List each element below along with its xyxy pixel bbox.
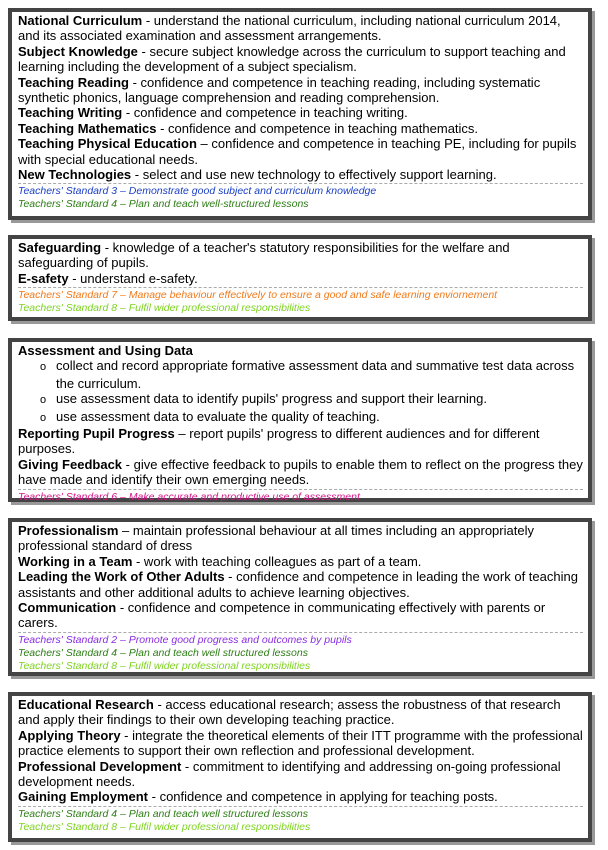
item-teaching-writing [18, 105, 583, 120]
item-term: Safeguarding [18, 240, 102, 255]
item-text: – maintain professional behaviour at all times including an appropriately professional standard of dress [18, 523, 534, 554]
standard-8: Teachers' Standard 8 – Fulfil wider professional responsibilities [18, 659, 311, 672]
item-text: – report pupils' progress to different audiences and for different purposes. [18, 426, 540, 457]
item-text: - commitment to identifying and addressing on-going professional development needs. [18, 758, 561, 790]
item-subject-knowledge [18, 44, 583, 75]
standard-7: Teachers' Standard 7 – Manage behaviour effectively to ensure a good and safe learning enviornement [18, 289, 498, 302]
item-term: National Curriculum [18, 13, 143, 28]
item-term: Professional Development [18, 758, 182, 774]
item-text: - give effective feedback to pupils to enable them to reflect on the progress they have made and identify their own emerging needs. [18, 456, 583, 488]
item-new-technologies [18, 167, 583, 182]
item-text: - work with teaching colleagues as part of a team. [132, 553, 422, 569]
bullet-icon: o [40, 411, 47, 424]
item-text: - confidence and competence in applying for teaching posts. [148, 789, 498, 805]
assessment-box [8, 338, 592, 502]
item-term: Leading the Work of Other Adults [18, 569, 225, 585]
item-text: - understand the national curriculum, including national curriculum 2014, and its associated examination and assessment arrangements. [18, 13, 561, 44]
item-term: Professionalism [18, 523, 119, 538]
item-professional-development [18, 759, 583, 790]
item-term: Working in a Team [18, 553, 133, 569]
item-term: E-safety [18, 270, 69, 286]
divider [18, 287, 583, 288]
bullet-icon: o [40, 361, 47, 374]
item-text: - knowledge of a teacher's statutory responsibilities for the welfare and safeguarding of pupils. [18, 240, 510, 271]
item-term: Teaching Mathematics [18, 120, 157, 136]
item-term: Teaching Reading [18, 74, 129, 90]
standard-4: Teachers' Standard 4 – Plan and teach well structured lessons [18, 807, 308, 820]
item-leading-adults [18, 569, 583, 600]
item-term: Teaching Writing [18, 105, 123, 121]
item-gaining-employment [18, 789, 583, 804]
item-term: Reporting Pupil Progress [18, 426, 175, 442]
item-term: New Technologies [18, 167, 132, 183]
item-text: - select and use new technology to effectively support learning. [131, 167, 497, 183]
assessment-bullet [18, 391, 583, 408]
item-text: - confidence and competence in teaching reading, including systematic synthetic phonics, language comprehension and reading comprehension. [18, 74, 541, 106]
assessment-bullet [18, 409, 583, 426]
item-educational-research [18, 697, 583, 728]
divider [18, 806, 583, 807]
safeguarding-box [8, 235, 592, 321]
item-text: - confidence and competence in communicating effectively with parents or carers. [18, 600, 546, 631]
item-text: - access educational research; assess the robustness of that research and apply their findings to their own developing teaching practice. [18, 697, 561, 728]
item-term: Giving Feedback [18, 456, 123, 472]
professionalism-box [8, 518, 592, 676]
standard-2: Teachers' Standard 2 – Promote good progress and outcomes by pupils [18, 633, 352, 646]
item-text: - secure subject knowledge across the curriculum to support teaching and learning including the development of a subject specialism. [18, 43, 566, 75]
item-text: - confidence and competence in teaching writing. [122, 105, 408, 121]
item-text: - confidence and competence in leading the work of teaching assistants and other additional adults to achieve learning objectives. [18, 569, 578, 600]
item-term: Teaching Physical Education [18, 136, 197, 152]
standard-4: Teachers' Standard 4 – Plan and teach well structured lessons [18, 646, 308, 659]
item-applying-theory [18, 728, 583, 759]
item-national-curriculum [18, 13, 583, 44]
item-text: - integrate the theoretical elements of their ITT programme with the professional practice elements to support their own reflection and professional development. [18, 727, 583, 759]
bullet-text: use assessment data to evaluate the quality of teaching. [56, 408, 380, 424]
item-text: - understand e-safety. [68, 270, 198, 286]
professional-development-box [8, 692, 592, 842]
item-term: Applying Theory [18, 727, 121, 743]
bullet-text: collect and record appropriate formative assessment data and summative test data across the curriculum. [56, 358, 575, 391]
item-professionalism [18, 523, 583, 554]
standard-6: Teachers' Standard 6 – Make accurate and productive use of assessment [18, 490, 360, 503]
item-teaching-reading [18, 75, 583, 106]
item-working-in-team [18, 554, 583, 569]
divider [18, 632, 583, 633]
standard-8: Teachers' Standard 8 – Fulfil wider professional responsibilities [18, 820, 311, 833]
bullet-text: use assessment data to identify pupils' progress and support their learning. [56, 391, 488, 407]
item-term: Educational Research [18, 697, 154, 712]
item-term: Communication [18, 600, 117, 616]
item-communication [18, 600, 583, 631]
standard-8: Teachers' Standard 8 – Fulfil wider professional responsibilities [18, 302, 311, 315]
bullet-icon: o [40, 394, 47, 407]
curriculum-knowledge-box [8, 8, 592, 220]
heading-term: Assessment and Using Data [18, 343, 193, 358]
item-teaching-mathematics [18, 121, 583, 136]
item-safeguarding [18, 240, 583, 271]
item-term: Subject Knowledge [18, 43, 138, 59]
item-giving-feedback [18, 457, 583, 488]
item-reporting-progress [18, 426, 583, 457]
divider [18, 183, 583, 184]
item-e-safety [18, 271, 583, 286]
item-text: - confidence and competence in teaching mathematics. [156, 120, 479, 136]
standard-4: Teachers' Standard 4 – Plan and teach well-structured lessons [18, 198, 309, 211]
assessment-heading [18, 343, 583, 358]
item-teaching-pe [18, 136, 583, 167]
item-term: Gaining Employment [18, 789, 149, 805]
assessment-bullet [18, 358, 583, 391]
item-text: – confidence and competence in teaching PE, including for pupils with special educational needs. [18, 136, 577, 167]
standard-3: Teachers' Standard 3 – Demonstrate good subject and curriculum knowledge [18, 185, 377, 198]
divider [18, 489, 583, 490]
